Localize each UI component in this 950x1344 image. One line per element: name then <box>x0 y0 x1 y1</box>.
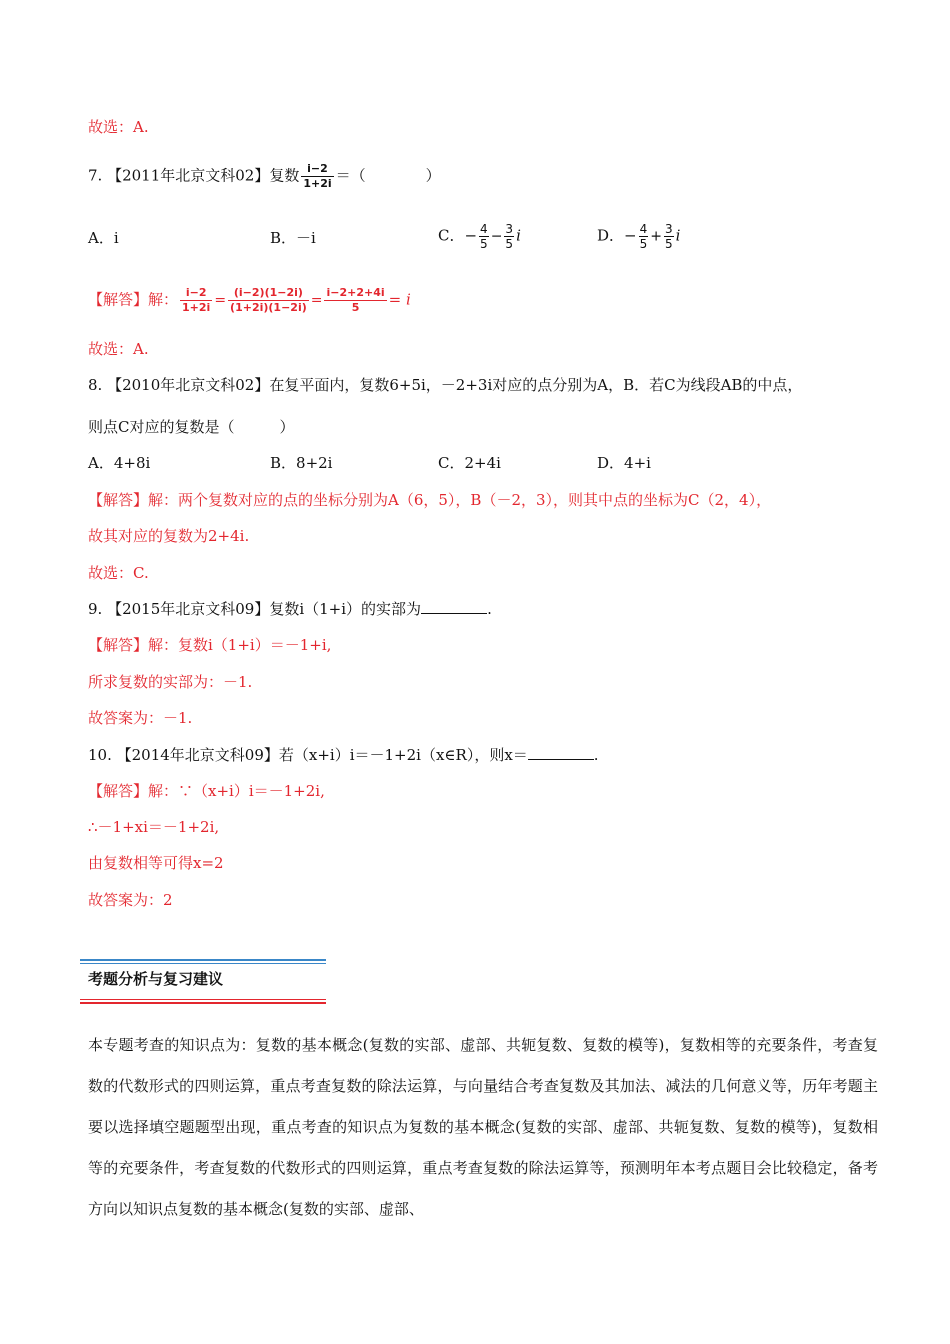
frac-den: 5 <box>639 237 648 251</box>
q7-frac-num: i−2 <box>301 162 333 177</box>
q7-solution-label: 【解答】解： <box>88 290 179 309</box>
q7-option-d <box>597 222 680 251</box>
q7-solution-frac2 <box>228 286 309 315</box>
q9-stem-text: 9. 【2015年北京文科09】复数i（1+i）的实部为 <box>88 600 422 618</box>
q7-frac-den: 1+2i <box>303 177 332 190</box>
q8-solution-line2: 故其对应的复数为2+4i. <box>88 527 250 545</box>
q8-option-a: A．4+8i <box>88 454 151 472</box>
section-rule-bottom-thin <box>80 999 326 1000</box>
q7-option-d-frac2 <box>664 222 674 251</box>
q9-solution-line2: 所求复数的实部为：－1. <box>88 673 253 691</box>
frac-den: (1+2i)(1−2i) <box>230 301 307 314</box>
frac-den: 5 <box>664 237 673 251</box>
q8-stem-line2: 则点C对应的复数是（ ） <box>88 418 295 436</box>
section-title: 考题分析与复习建议 <box>88 970 224 988</box>
plus-sign: + <box>650 228 662 245</box>
q8-option-b: B．8+2i <box>270 454 333 472</box>
q7-solution-frac3 <box>324 286 386 315</box>
q10-solution-line2: ∴－1+xi＝－1+2i, <box>88 818 220 836</box>
frac-den: 5 <box>480 237 488 251</box>
frac-num: (i−2)(1−2i) <box>228 286 309 301</box>
section-rule-top-thick <box>80 959 326 961</box>
q9-answer: 故答案为：－1. <box>88 709 193 727</box>
q9-stem <box>88 598 492 620</box>
q7-option-c-frac1 <box>479 222 489 251</box>
section-paragraph: 本专题考查的知识点为：复数的基本概念(复数的实部、虚部、共轭复数、复数的模等)，复数相等的充要条件，考查复数的代数形式的四则运算，重点考查复数的除法运算，与向量结合考查复数及其加法、减法的几何意义等，历年考题主要以选择填空题题型出现，重点考查的知识点为复数的基本概念(复数的实部、虚部、共轭复数、复数的模等)，复数相等的充要条件，考查复数的代数形式的四则运算，重点考查复数的除法运算等，预测明年本考点题目会比较稳定，备考方向以知识点复数的基本概念(复数的实部、虚部、 <box>88 1036 878 1218</box>
q10-stem-text: 10. 【2014年北京文科09】若（x+i）i＝－1+2i（x∈R），则x＝ <box>88 746 528 764</box>
imaginary-unit: i <box>516 226 521 245</box>
q8-stem-line1: 8. 【2010年北京文科02】在复平面内，复数6+5i，－2+3i对应的点分别为A，B．若C为线段AB的中点， <box>88 376 803 394</box>
frac-den: 5 <box>505 237 514 251</box>
equals-sign: = <box>310 292 323 309</box>
frac-den: 5 <box>351 301 360 314</box>
q8-solution-line1: 【解答】解：两个复数对应的点的坐标分别为A（6，5），B（－2，3），则其中点的坐标为C（2，4）， <box>88 491 772 509</box>
q10-stem <box>88 744 599 766</box>
q7-option-d-frac1 <box>639 222 649 251</box>
q8-option-d: D．4+i <box>597 454 651 472</box>
q7-option-c-prefix: C．− <box>438 226 478 245</box>
q7-stem-prefix: 7. 【2011年北京文科02】复数 <box>88 166 300 185</box>
q10-answer: 故答案为：2 <box>88 891 173 909</box>
frac-num: i−2 <box>180 286 212 301</box>
q7-option-c <box>438 222 521 251</box>
q7-stem <box>88 162 441 191</box>
q7-option-b: B．－i <box>270 229 316 247</box>
equals-sign: = <box>214 292 227 309</box>
q7-option-d-prefix: D．− <box>597 226 637 245</box>
q8-option-c: C．2+4i <box>438 454 501 472</box>
prev-answer: 故选：A. <box>88 118 149 136</box>
q8-answer: 故选：C. <box>88 564 149 582</box>
minus-sign: − <box>490 228 503 245</box>
frac-num: 4 <box>639 222 648 236</box>
frac-num: 4 <box>480 222 488 236</box>
q9-answer-blank <box>421 599 487 614</box>
q10-answer-blank <box>528 745 594 760</box>
q7-solution-result: = i <box>388 290 411 309</box>
q7-stem-suffix: ＝（ ） <box>335 166 441 185</box>
frac-den: 1+2i <box>182 301 211 314</box>
q7-solution <box>88 286 411 315</box>
q10-solution-line1: 【解答】解：∵（x+i）i＝－1+2i, <box>88 782 325 800</box>
q7-solution-frac1 <box>180 286 212 315</box>
q9-stem-end: . <box>487 600 492 618</box>
q10-stem-end: . <box>593 746 599 764</box>
frac-num: i−2+2+4i <box>326 286 385 299</box>
q7-option-a: A．i <box>88 229 119 247</box>
q10-solution-line3: 由复数相等可得x=2 <box>88 854 224 872</box>
q7-answer: 故选：A. <box>88 340 149 358</box>
frac-num: 3 <box>505 222 514 236</box>
section-rule-top-thin <box>80 963 326 964</box>
frac-num: 3 <box>664 222 673 236</box>
q7-fraction <box>301 162 333 191</box>
q9-solution-line1: 【解答】解：复数i（1+i）＝－1+i, <box>88 636 332 654</box>
imaginary-unit: i <box>675 226 681 245</box>
section-rule-bottom-thick <box>80 1002 326 1004</box>
q7-option-c-frac2 <box>504 222 514 251</box>
